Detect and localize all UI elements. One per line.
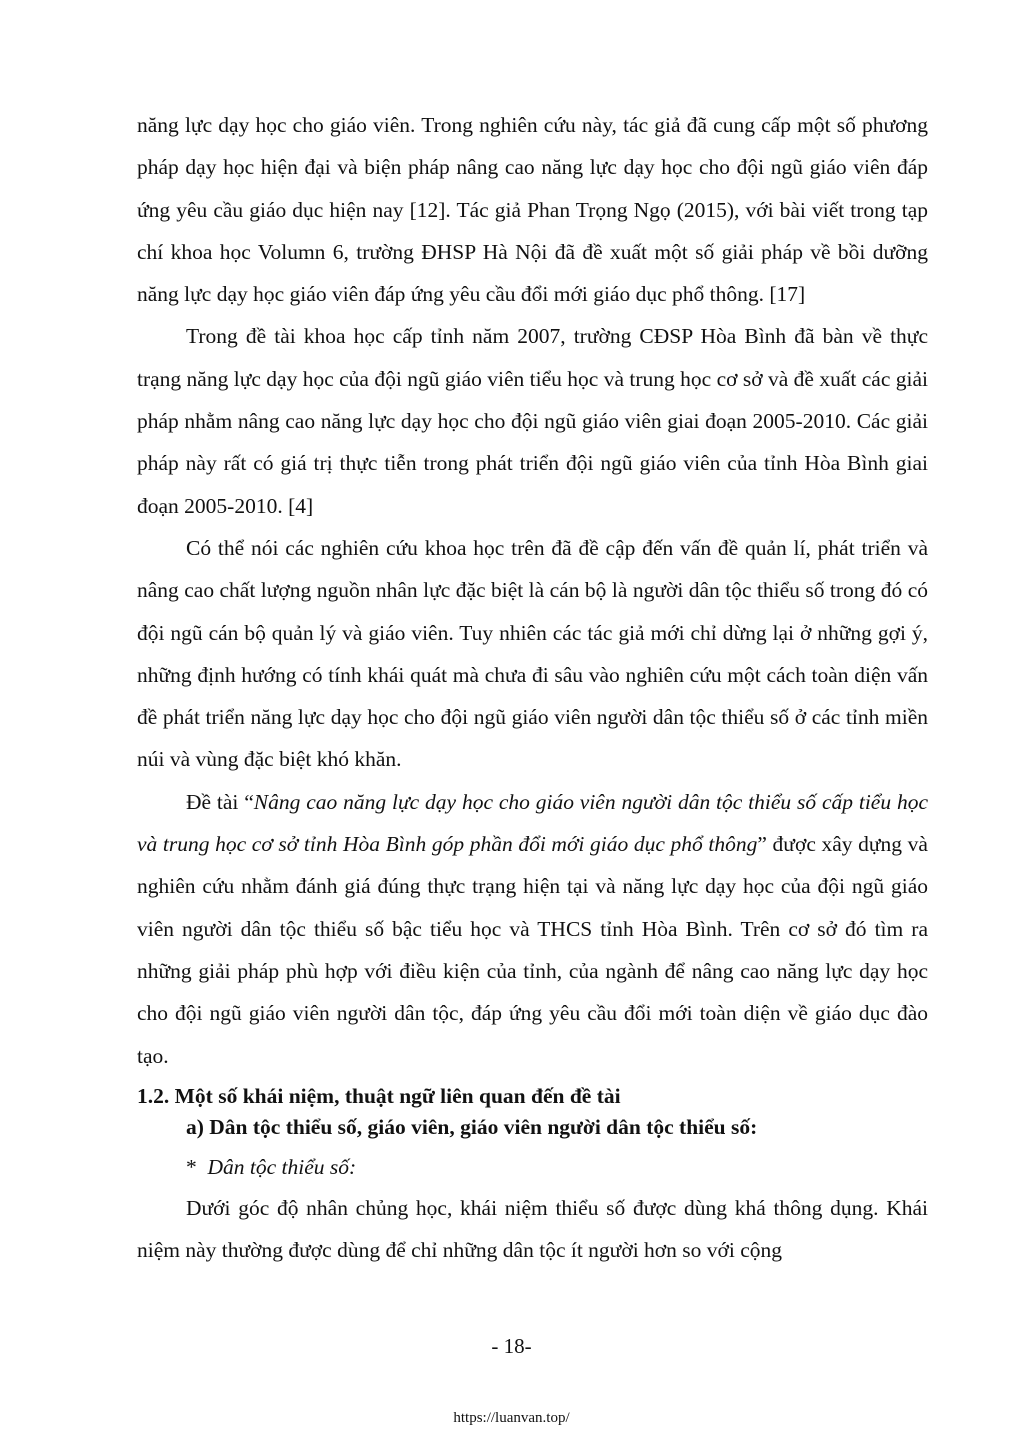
note-text: Dân tộc thiểu số: [207,1154,357,1179]
paragraph-5: Dưới góc độ nhân chủng học, khái niệm thiểu số được dùng khá thông dụng. Khái niệm này thường được dùng để chỉ những dân tộc ít người hơn so với cộng [137,1195,928,1263]
note-heading [137,1147,928,1187]
paragraph-3: Có thể nói các nghiên cứu khoa học trên đã đề cập đến vấn đề quản lí, phát triển và nâng cao chất lượng nguồn nhân lực đặc biệt là cán bộ là người dân tộc thiểu số trong đó có đội ngũ cán bộ quản lý và giáo viên. Tuy nhiên các tác giả mới chỉ dừng lại ở những gợi ý, những định hướng có tính khái quát mà chưa đi sâu vào nghiên cứu một cách toàn diện vấn đề phát triển năng lực dạy học cho đội ngũ giáo viên người dân tộc thiểu số ở các tỉnh miền núi và vùng đặc biệt khó khăn. [137,535,928,772]
paragraph-4-title: Nâng cao năng lực dạy học cho giáo viên người dân tộc thiểu số cấp tiểu học và trung học cơ sở tỉnh Hòa Bình góp phần đổi mới giáo dục phổ thông [137,789,928,857]
note-star: * [186,1154,197,1179]
document-page [137,104,928,1271]
paragraph-2: Trong đề tài khoa học cấp tỉnh năm 2007, trường CĐSP Hòa Bình đã bàn về thực trạng năng lực dạy học của đội ngũ giáo viên tiểu học và trung học cơ sở và đề xuất các giải pháp nhằm nâng cao năng lực dạy học cho đội ngũ giáo viên giai đoạn 2005-2010. Các giải pháp này rất có giá trị thực tiễn trong phát triển đội ngũ giáo viên của tỉnh Hòa Bình giai đoạn 2005-2010. [4] [137,324,928,518]
section-heading: 1.2. Một số khái niệm, thuật ngữ liên quan đến đề tài [137,1083,621,1108]
paragraph-1: năng lực dạy học cho giáo viên. Trong nghiên cứu này, tác giả đã cung cấp một số phương pháp dạy học hiện đại và biện pháp nâng cao năng lực dạy học cho đội ngũ giáo viên đáp ứng yêu cầu giáo dục hiện nay [12]. Tác giả Phan Trọng Ngọ (2015), với bài viết trong tạp chí khoa học Volumn 6, trường ĐHSP Hà Nội đã đề xuất một số giải pháp về bồi dưỡng năng lực dạy học giáo viên đáp ứng yêu cầu đổi mới giáo dục phổ thông. [17] [137,113,928,307]
footer-url: https://luanvan.top/ [453,1410,570,1426]
subsection-heading: a) Dân tộc thiểu số, giáo viên, giáo viên người dân tộc thiểu số: [186,1114,758,1139]
page-number: - 18- [491,1334,532,1358]
paragraph-4-prefix: Đề tài “ [186,789,254,814]
paragraph-4-rest: ” được xây dựng và nghiên cứu nhằm đánh giá đúng thực trạng hiện tại và năng lực dạy học của đội ngũ giáo viên người dân tộc thiểu số bậc tiểu học và THCS tỉnh Hòa Bình. Trên cơ sở đó tìm ra những giải pháp phù hợp với điều kiện của tỉnh, của ngành để nâng cao năng lực dạy học cho đội ngũ giáo viên người dân tộc, đáp ứng yêu cầu đổi mới toàn diện về giáo dục đào tạo. [137,832,928,1068]
paragraph-4 [137,781,928,1077]
